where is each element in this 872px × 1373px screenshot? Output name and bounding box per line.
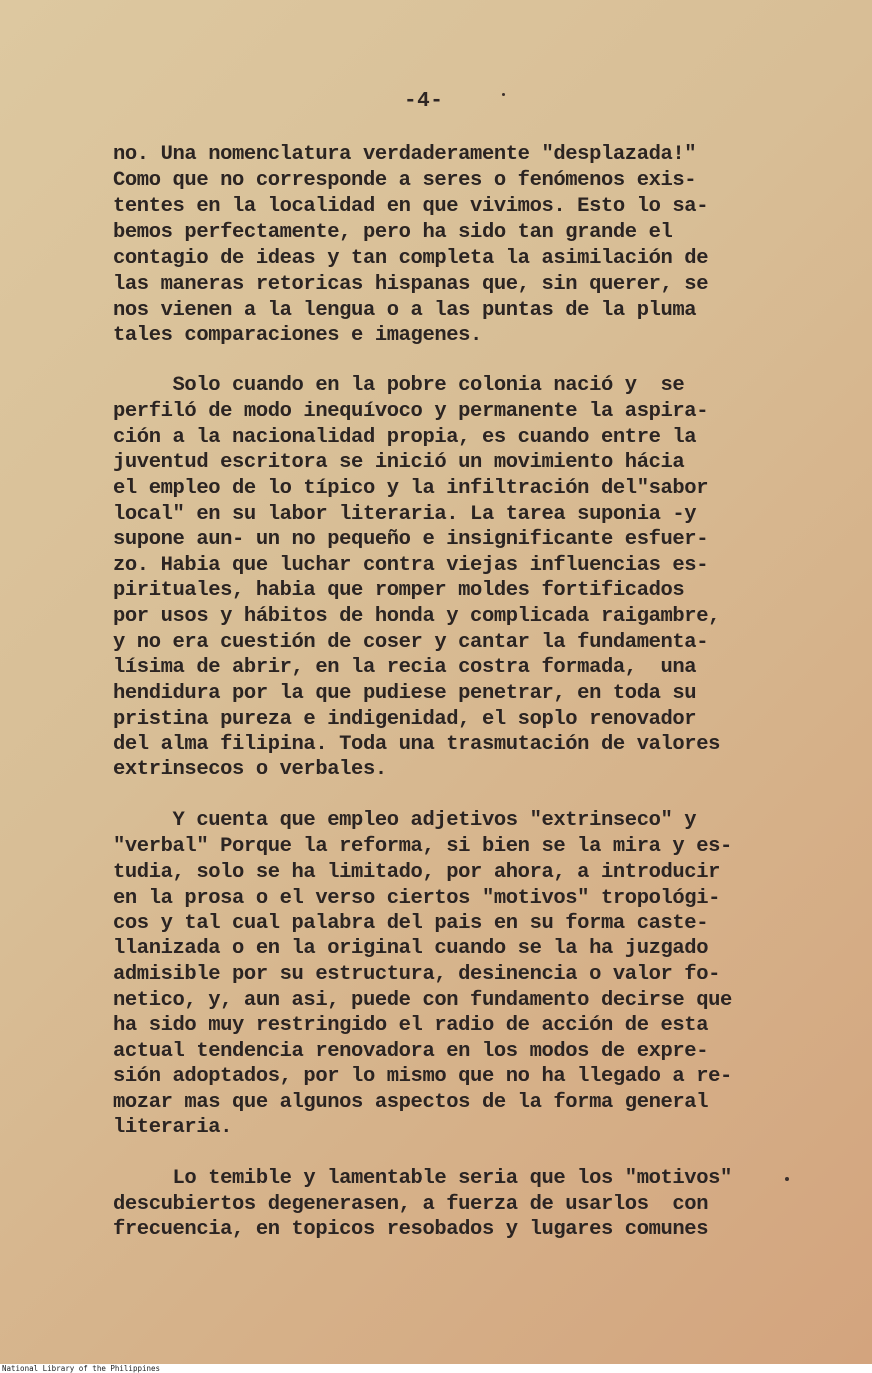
text-line: pirituales, habia que romper moldes fortificados [113,579,685,602]
text-line: contagio de ideas y tan completa la asimilación de [113,247,709,270]
text-line: literaria. [113,1116,233,1139]
ink-speck [502,93,505,96]
text-line: admisible por su estructura, desinencia o valor fo- [113,963,721,986]
text-line: Lo temible y lamentable seria que los "motivos" [113,1167,732,1190]
text-line: zo. Habia que luchar contra viejas influencias es- [113,554,709,577]
text-line: supone aun- un no pequeño e insignificante esfuer- [113,528,709,551]
text-line: hendidura por la que pudiese penetrar, en toda su [113,682,697,705]
text-line: por usos y hábitos de honda y complicada raigambre, [113,605,721,628]
text-line: ha sido muy restringido el radio de acción de esta [113,1014,709,1037]
text-line: tudia, solo se ha limitado, por ahora, a introducir [113,861,721,884]
text-line: tales comparaciones e imagenes. [113,324,482,347]
text-line: en la prosa o el verso ciertos "motivos" tropológi- [113,887,721,910]
text-line: netico, y, aun asi, puede con fundamento decirse que [113,989,732,1012]
text-line: frecuencia, en topicos resobados y lugares comunes [113,1218,709,1241]
text-line: Como que no corresponde a seres o fenómenos exis- [113,169,697,192]
page-number: -4- [404,90,444,113]
text-line: cos y tal cual palabra del pais en su forma caste- [113,912,709,935]
text-line: mozar mas que algunos aspectos de la forma general [113,1091,709,1114]
text-line: sión adoptados, por lo mismo que no ha llegado a re- [113,1065,732,1088]
text-line: perfiló de modo inequívoco y permanente la aspira- [113,400,709,423]
text-line: lísima de abrir, en la recia costra formada, una [113,656,697,679]
text-line: "verbal" Porque la reforma, si bien se la mira y es- [113,835,732,858]
text-line: llanizada o en la original cuando se la ha juzgado [113,937,709,960]
text-line: y no era cuestión de coser y cantar la fundamenta- [113,631,709,654]
text-line: pristina pureza e indigenidad, el soplo renovador [113,708,697,731]
text-line: las maneras retoricas hispanas que, sin querer, se [113,273,709,296]
text-line: descubiertos degenerasen, a fuerza de usarlos con [113,1193,709,1216]
text-line: local" en su labor literaria. La tarea suponia -y [113,503,697,526]
text-line: Solo cuando en la pobre colonia nació y se [113,374,685,397]
text-line: juventud escritora se inició un movimiento hácia [113,451,685,474]
text-line: bemos perfectamente, pero ha sido tan grande el [113,221,673,244]
text-line: el empleo de lo típico y la infiltración del"sabor [113,477,709,500]
ink-speck [785,1177,789,1181]
library-credit: National Library of the Philippines [2,1364,161,1373]
text-line: tentes en la localidad en que vivimos. Esto lo sa- [113,195,709,218]
text-line: no. Una nomenclatura verdaderamente "desplazada!" [113,143,697,166]
text-line: del alma filipina. Toda una trasmutación de valores [113,733,721,756]
text-line: nos vienen a la lengua o a las puntas de la pluma [113,299,697,322]
text-line: ción a la nacionalidad propia, es cuando entre la [113,426,697,449]
text-line: actual tendencia renovadora en los modos de expre- [113,1040,709,1063]
text-line: Y cuenta que empleo adjetivos "extrinseco" y [113,809,697,832]
text-line: extrinsecos o verbales. [113,758,387,781]
